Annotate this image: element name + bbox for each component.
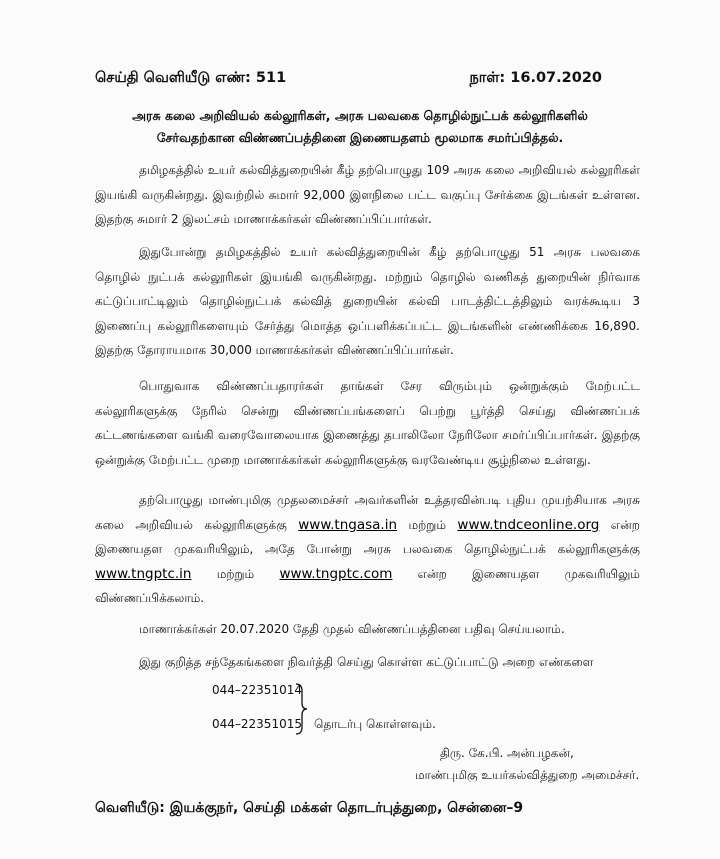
title-line-2: சேர்வதற்கான விண்ணப்பத்தினை இணையதளம் மூலமாக சமர்ப்பித்தல். (156, 130, 564, 145)
paragraph-3: பொதுவாக விண்ணப்பதாரர்கள் தாங்கள் சேர விரும்பும் ஒன்றுக்கும் மேற்பட்ட கல்லூரிகளுக்கு நேரில் சென்று விண்ணப்பங்களைப் பெற்று பூர்த்தி செய்து விண்ணப்பக் கட்டணங்களை வங்கி வரைவோலையாக இணைத்து தபாலிலோ நேரிலோ சமர்ப்பிப்பார்கள். இதற்கு ஒன்றுக்கு மேற்பட்ட முறை மாணாக்கர்கள் கல்லூரிகளுக்கு வரவேண்டிய சூழ்நிலை உள்ளது. (95, 379, 640, 467)
paragraph-4 (95, 488, 640, 611)
release-date: நாள்: 16.07.2020 (469, 70, 602, 86)
tngasa-link[interactable]: www.tngasa.in (298, 516, 398, 533)
paragraph-5: மாணாக்கர்கள் 20.07.2020 தேதி முதல் விண்ணப்பத்தினை பதிவு செய்யலாம். (139, 622, 565, 636)
paragraph-6: இது குறித்த சந்தேகங்களை நிவர்த்தி செய்து கொள்ள கட்டுப்பாட்டு அறை எண்களை (139, 655, 594, 669)
phone-number-1: 044–22351014 (212, 683, 302, 697)
release-number: செய்தி வெளியீடு எண்: 511 (95, 70, 287, 86)
phone-number-2: 044–22351015 (212, 717, 302, 731)
curly-brace-icon (293, 683, 309, 735)
paragraph-1: தமிழகத்தில் உயர் கல்வித்துறையின் கீழ் தற்பொழுது 109 அரசு கலை அறிவியல் கல்லூரிகள் இயங்கி வருகின்றது. இவற்றில் சுமார் 92,000 இளநிலை பட்ட வகுப்பு சேர்க்கை இடங்கள் உள்ளன. இதற்கு சுமார் 2 இலட்சம் மாணாக்கர்கள் விண்ணப்பிப்பார்கள். (95, 163, 640, 226)
tngptc-in-link[interactable]: www.tngptc.in (95, 565, 192, 582)
paragraph-4-text-5: என்ற இணையதள முகவரியிலும் விண்ணப்பிக்கலாம். (95, 566, 640, 605)
contact-instruction: தொடர்பு கொள்ளவும். (314, 717, 436, 731)
signatory-name: திரு. கே.பி. அன்பழகன், (440, 746, 574, 760)
paragraph-4-text-1: தற்பொழுது மாண்புமிகு முதலமைச்சர் அவர்களின் உத்தரவின்படி புதிய முயற்சியாக அரசு கலை அறிவியல் கல்லூரிகளுக்கு (95, 493, 640, 532)
paragraph-4-text-4: மற்றும் (216, 566, 255, 581)
paragraph-2: இதுபோன்று தமிழகத்தில் உயர் கல்வித்துறையின் கீழ் தற்பொழுது 51 அரசு பலவகை தொழில் நுட்பக் கல்லூரிகள் இயங்கி வருகின்றது. மற்றும் தொழில் வணிகத் துறையின் நிர்வாக கட்டுப்பாட்டிலும் தொழில்நுட்பக் கல்வித் துறையின் கல்வி பாடத்திட்டத்திலும் வரக்கூடிய 3 இணைப்பு கல்லூரிகளையும் சேர்த்து மொத்த ஒப்பளிக்கப்பட்ட இடங்களின் எண்ணிக்கை 16,890. இதற்கு தோராயமாக 30,000 மாணாக்கர்கள் விண்ணப்பிப்பார்கள். (95, 245, 640, 357)
signatory-designation: மாண்புமிகு உயர்கல்வித்துறை அமைச்சர். (415, 768, 640, 782)
tndceonline-link[interactable]: www.tndceonline.org (457, 516, 600, 533)
release-footer: வெளியீடு: இயக்குநர், செய்தி மக்கள் தொடர்புத்துறை, சென்னை–9 (95, 800, 524, 816)
title-line-1: அரசு கலை அறிவியல் கல்லூரிகள், அரசு பலவகை தொழில்நுட்பக் கல்லூரிகளில் (132, 108, 588, 123)
paragraph-4-text-3: என்ற இணையதள முகவரியிலும், அதே போன்று அரசு பலவகை தொழில்நுட்பக் கல்லூரிகளுக்கு (95, 517, 640, 556)
paragraph-4-text-2: மற்றும் (408, 517, 446, 532)
tngptc-com-link[interactable]: www.tngptc.com (279, 565, 393, 582)
